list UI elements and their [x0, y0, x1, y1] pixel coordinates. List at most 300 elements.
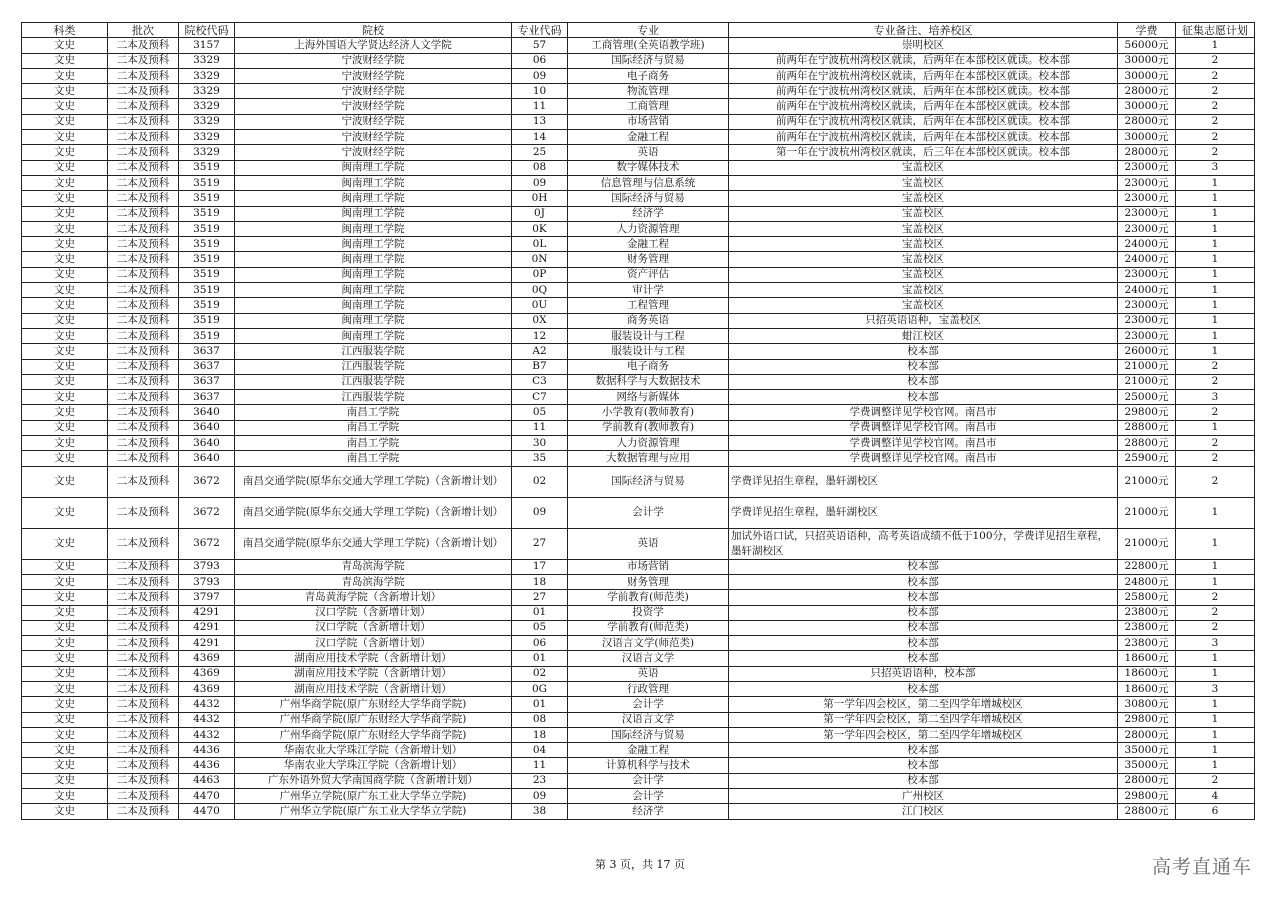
cell-tuition: 23000元: [1118, 328, 1176, 343]
cell-category: 文史: [22, 789, 108, 804]
cell-plan: 2: [1176, 620, 1255, 635]
cell-school-code: 3519: [179, 221, 235, 236]
cell-major: 行政管理: [568, 681, 729, 696]
cell-plan: 1: [1176, 758, 1255, 773]
table-row: [22, 574, 1255, 589]
cell-tuition: 30000元: [1118, 99, 1176, 114]
cell-tuition: 21000元: [1118, 466, 1176, 497]
cell-category: 文史: [22, 114, 108, 129]
table-row: [22, 191, 1255, 206]
cell-batch: 二本及预科: [108, 681, 179, 696]
table-row: [22, 436, 1255, 451]
cell-major-code: 11: [512, 99, 568, 114]
table-row: [22, 636, 1255, 651]
cell-major: 审计学: [568, 283, 729, 298]
cell-major: 人力资源管理: [568, 436, 729, 451]
cell-school-code: 3157: [179, 38, 235, 53]
cell-major-code: 38: [512, 804, 568, 819]
cell-plan: 2: [1176, 436, 1255, 451]
cell-major-code: 12: [512, 328, 568, 343]
cell-school-code: 4291: [179, 620, 235, 635]
cell-plan: 2: [1176, 53, 1255, 68]
cell-batch: 二本及预科: [108, 298, 179, 313]
cell-school: 广东外语外贸大学南国商学院（含新增计划）: [235, 773, 512, 788]
cell-major: 工商管理(全英语教学班): [568, 38, 729, 53]
cell-school-code: 3329: [179, 114, 235, 129]
cell-batch: 二本及预科: [108, 758, 179, 773]
cell-school-code: 3637: [179, 359, 235, 374]
cell-plan: 1: [1176, 328, 1255, 343]
cell-school: 闽南理工学院: [235, 175, 512, 190]
cell-school: 江西服装学院: [235, 359, 512, 374]
cell-plan: 1: [1176, 267, 1255, 282]
cell-major: 英语: [568, 145, 729, 160]
cell-school: 闽南理工学院: [235, 313, 512, 328]
table-row: [22, 559, 1255, 574]
cell-notes: 广州校区: [729, 789, 1118, 804]
cell-tuition: 25000元: [1118, 390, 1176, 405]
cell-major-code: 09: [512, 68, 568, 83]
cell-tuition: 23800元: [1118, 620, 1176, 635]
cell-major: 金融工程: [568, 743, 729, 758]
cell-tuition: 23000元: [1118, 160, 1176, 175]
cell-school: 南昌工学院: [235, 420, 512, 435]
table-row: [22, 252, 1255, 267]
cell-major: 财务管理: [568, 574, 729, 589]
cell-school: 广州华商学院(原广东财经大学华商学院): [235, 697, 512, 712]
table-row: [22, 84, 1255, 99]
cell-school-code: 4432: [179, 712, 235, 727]
cell-category: 文史: [22, 590, 108, 605]
cell-plan: 1: [1176, 651, 1255, 666]
table-row: [22, 451, 1255, 466]
header-major: 专业: [568, 23, 729, 38]
cell-tuition: 56000元: [1118, 38, 1176, 53]
cell-major: 英语: [568, 528, 729, 559]
cell-tuition: 21000元: [1118, 497, 1176, 528]
cell-school: 南昌工学院: [235, 436, 512, 451]
cell-batch: 二本及预科: [108, 175, 179, 190]
cell-tuition: 25900元: [1118, 451, 1176, 466]
cell-batch: 二本及预科: [108, 252, 179, 267]
cell-major: 工程管理: [568, 298, 729, 313]
table-row: [22, 38, 1255, 53]
cell-school: 闽南理工学院: [235, 252, 512, 267]
cell-tuition: 30000元: [1118, 130, 1176, 145]
cell-major: 大数据管理与应用: [568, 451, 729, 466]
cell-notes: 前两年在宁波杭州湾校区就读，后两年在本部校区就读。校本部: [729, 114, 1118, 129]
cell-plan: 1: [1176, 743, 1255, 758]
cell-category: 文史: [22, 574, 108, 589]
cell-notes: 第一学年四会校区，第二至四学年增城校区: [729, 697, 1118, 712]
cell-category: 文史: [22, 712, 108, 727]
cell-plan: 3: [1176, 636, 1255, 651]
cell-plan: 2: [1176, 405, 1255, 420]
cell-category: 文史: [22, 636, 108, 651]
cell-batch: 二本及预科: [108, 53, 179, 68]
cell-category: 文史: [22, 451, 108, 466]
cell-plan: 1: [1176, 574, 1255, 589]
cell-school-code: 3797: [179, 590, 235, 605]
cell-category: 文史: [22, 53, 108, 68]
cell-school-code: 3329: [179, 145, 235, 160]
cell-school-code: 3329: [179, 68, 235, 83]
table-row: [22, 206, 1255, 221]
cell-category: 文史: [22, 390, 108, 405]
cell-school-code: 3519: [179, 252, 235, 267]
cell-tuition: 21000元: [1118, 359, 1176, 374]
cell-major-code: 23: [512, 773, 568, 788]
cell-major-code: 30: [512, 436, 568, 451]
cell-major-code: 27: [512, 590, 568, 605]
cell-school-code: 3519: [179, 237, 235, 252]
cell-major-code: 13: [512, 114, 568, 129]
cell-major-code: 01: [512, 651, 568, 666]
cell-major-code: 18: [512, 574, 568, 589]
cell-notes: 校本部: [729, 636, 1118, 651]
cell-major: 电子商务: [568, 68, 729, 83]
table-row: [22, 681, 1255, 696]
cell-school: 汉口学院（含新增计划）: [235, 605, 512, 620]
table-row: [22, 420, 1255, 435]
table-row: [22, 758, 1255, 773]
cell-major: 英语: [568, 666, 729, 681]
cell-batch: 二本及预科: [108, 666, 179, 681]
cell-notes: 第一年在宁波杭州湾校区就读，后三年在本部校区就读。校本部: [729, 145, 1118, 160]
cell-plan: 1: [1176, 237, 1255, 252]
cell-major: 数字媒体技术: [568, 160, 729, 175]
cell-tuition: 23000元: [1118, 175, 1176, 190]
cell-batch: 二本及预科: [108, 38, 179, 53]
cell-category: 文史: [22, 99, 108, 114]
cell-major-code: 0U: [512, 298, 568, 313]
cell-plan: 3: [1176, 390, 1255, 405]
table-row: [22, 283, 1255, 298]
cell-category: 文史: [22, 328, 108, 343]
cell-major-code: 05: [512, 405, 568, 420]
cell-tuition: 18600元: [1118, 651, 1176, 666]
table-row: [22, 130, 1255, 145]
cell-batch: 二本及预科: [108, 221, 179, 236]
cell-plan: 1: [1176, 175, 1255, 190]
cell-school-code: 3329: [179, 53, 235, 68]
cell-major-code: 09: [512, 497, 568, 528]
cell-batch: 二本及预科: [108, 160, 179, 175]
header-tuition: 学费: [1118, 23, 1176, 38]
cell-school-code: 4369: [179, 651, 235, 666]
cell-notes: 前两年在宁波杭州湾校区就读，后两年在本部校区就读。校本部: [729, 84, 1118, 99]
cell-batch: 二本及预科: [108, 451, 179, 466]
cell-major-code: 05: [512, 620, 568, 635]
cell-major: 小学教育(教师教育): [568, 405, 729, 420]
cell-school-code: 3519: [179, 313, 235, 328]
cell-category: 文史: [22, 405, 108, 420]
cell-plan: 2: [1176, 374, 1255, 389]
cell-tuition: 35000元: [1118, 743, 1176, 758]
cell-major: 国际经济与贸易: [568, 727, 729, 742]
cell-school: 青岛滨海学院: [235, 559, 512, 574]
cell-plan: 2: [1176, 451, 1255, 466]
cell-tuition: 35000元: [1118, 758, 1176, 773]
cell-school: 江西服装学院: [235, 374, 512, 389]
cell-notes: 校本部: [729, 390, 1118, 405]
cell-category: 文史: [22, 804, 108, 819]
cell-category: 文史: [22, 374, 108, 389]
cell-category: 文史: [22, 221, 108, 236]
cell-batch: 二本及预科: [108, 206, 179, 221]
table-row: [22, 298, 1255, 313]
cell-school-code: 3640: [179, 436, 235, 451]
cell-major: 网络与新媒体: [568, 390, 729, 405]
cell-batch: 二本及预科: [108, 267, 179, 282]
cell-category: 文史: [22, 160, 108, 175]
cell-notes: 第一学年四会校区，第二至四学年增城校区: [729, 727, 1118, 742]
cell-batch: 二本及预科: [108, 789, 179, 804]
cell-notes: 前两年在宁波杭州湾校区就读，后两年在本部校区就读。校本部: [729, 68, 1118, 83]
cell-major: 学前教育(教师教育): [568, 420, 729, 435]
cell-school: 江西服装学院: [235, 390, 512, 405]
cell-plan: 1: [1176, 697, 1255, 712]
cell-plan: 2: [1176, 773, 1255, 788]
table-row: [22, 789, 1255, 804]
cell-notes: 只招英语语种，校本部: [729, 666, 1118, 681]
cell-plan: 2: [1176, 114, 1255, 129]
cell-major-code: 17: [512, 559, 568, 574]
cell-batch: 二本及预科: [108, 237, 179, 252]
cell-school-code: 3793: [179, 559, 235, 574]
cell-category: 文史: [22, 84, 108, 99]
cell-school: 青岛黄海学院（含新增计划）: [235, 590, 512, 605]
cell-tuition: 30000元: [1118, 68, 1176, 83]
table-row: [22, 221, 1255, 236]
table-row: [22, 313, 1255, 328]
cell-tuition: 24800元: [1118, 574, 1176, 589]
cell-major-code: 04: [512, 743, 568, 758]
table-row: [22, 99, 1255, 114]
cell-major: 财务管理: [568, 252, 729, 267]
cell-tuition: 24000元: [1118, 237, 1176, 252]
cell-major: 商务英语: [568, 313, 729, 328]
cell-batch: 二本及预科: [108, 283, 179, 298]
cell-school: 湖南应用技术学院（含新增计划）: [235, 681, 512, 696]
table-row: [22, 328, 1255, 343]
cell-batch: 二本及预科: [108, 727, 179, 742]
cell-school-code: 3519: [179, 160, 235, 175]
table-row: [22, 712, 1255, 727]
cell-plan: 3: [1176, 160, 1255, 175]
cell-major-code: 11: [512, 420, 568, 435]
header-plan: 征集志愿计划: [1176, 23, 1255, 38]
cell-notes: 前两年在宁波杭州湾校区就读，后两年在本部校区就读。校本部: [729, 130, 1118, 145]
cell-major: 学前教育(师范类): [568, 620, 729, 635]
cell-major: 电子商务: [568, 359, 729, 374]
cell-batch: 二本及预科: [108, 712, 179, 727]
cell-notes: 校本部: [729, 743, 1118, 758]
cell-school: 广州华商学院(原广东财经大学华商学院): [235, 712, 512, 727]
cell-school: 华南农业大学珠江学院（含新增计划）: [235, 743, 512, 758]
cell-school: 华南农业大学珠江学院（含新增计划）: [235, 758, 512, 773]
cell-category: 文史: [22, 605, 108, 620]
cell-tuition: 23000元: [1118, 313, 1176, 328]
cell-notes: 学费详见招生章程，墨轩湖校区: [729, 466, 1118, 497]
cell-school: 广州华立学院(原广东工业大学华立学院): [235, 804, 512, 819]
cell-batch: 二本及预科: [108, 651, 179, 666]
cell-category: 文史: [22, 206, 108, 221]
cell-category: 文史: [22, 620, 108, 635]
cell-major-code: 0J: [512, 206, 568, 221]
cell-notes: 宝盖校区: [729, 160, 1118, 175]
cell-school-code: 4369: [179, 666, 235, 681]
cell-batch: 二本及预科: [108, 390, 179, 405]
cell-school-code: 4432: [179, 727, 235, 742]
cell-plan: 2: [1176, 84, 1255, 99]
cell-major-code: 0G: [512, 681, 568, 696]
cell-major: 数据科学与大数据技术: [568, 374, 729, 389]
cell-tuition: 21000元: [1118, 374, 1176, 389]
cell-school: 宁波财经学院: [235, 53, 512, 68]
cell-school: 江西服装学院: [235, 344, 512, 359]
cell-major-code: 0K: [512, 221, 568, 236]
cell-notes: 宝盖校区: [729, 283, 1118, 298]
cell-major-code: 09: [512, 175, 568, 190]
cell-plan: 1: [1176, 727, 1255, 742]
cell-school-code: 4291: [179, 605, 235, 620]
cell-major: 金融工程: [568, 237, 729, 252]
cell-plan: 1: [1176, 344, 1255, 359]
table-row: [22, 267, 1255, 282]
cell-tuition: 23000元: [1118, 206, 1176, 221]
cell-notes: 宝盖校区: [729, 237, 1118, 252]
cell-school: 闽南理工学院: [235, 298, 512, 313]
cell-category: 文史: [22, 559, 108, 574]
cell-tuition: 24000元: [1118, 283, 1176, 298]
cell-major-code: 11: [512, 758, 568, 773]
cell-batch: 二本及预科: [108, 99, 179, 114]
cell-tuition: 30800元: [1118, 697, 1176, 712]
cell-notes: 校本部: [729, 574, 1118, 589]
cell-tuition: 23800元: [1118, 605, 1176, 620]
cell-school-code: 3640: [179, 405, 235, 420]
table-row: [22, 114, 1255, 129]
cell-notes: 江门校区: [729, 804, 1118, 819]
cell-plan: 1: [1176, 298, 1255, 313]
cell-category: 文史: [22, 758, 108, 773]
cell-plan: 2: [1176, 590, 1255, 605]
cell-tuition: 28800元: [1118, 420, 1176, 435]
cell-school: 宁波财经学院: [235, 84, 512, 99]
cell-category: 文史: [22, 420, 108, 435]
cell-school: 闽南理工学院: [235, 206, 512, 221]
cell-school: 汉口学院（含新增计划）: [235, 636, 512, 651]
cell-batch: 二本及预科: [108, 114, 179, 129]
cell-batch: 二本及预科: [108, 528, 179, 559]
table-row: [22, 804, 1255, 819]
cell-category: 文史: [22, 191, 108, 206]
cell-school: 汉口学院（含新增计划）: [235, 620, 512, 635]
cell-tuition: 18600元: [1118, 666, 1176, 681]
cell-notes: 校本部: [729, 590, 1118, 605]
cell-notes: 崇明校区: [729, 38, 1118, 53]
cell-school: 上海外国语大学贤达经济人文学院: [235, 38, 512, 53]
cell-major: 会计学: [568, 497, 729, 528]
header-school: 院校: [235, 23, 512, 38]
watermark-text: 高考直通车: [1151, 856, 1252, 878]
cell-notes: 学费调整详见学校官网。南昌市: [729, 451, 1118, 466]
cell-school-code: 3519: [179, 175, 235, 190]
cell-tuition: 23000元: [1118, 298, 1176, 313]
cell-major: 物流管理: [568, 84, 729, 99]
cell-school: 宁波财经学院: [235, 99, 512, 114]
cell-notes: 宝盖校区: [729, 267, 1118, 282]
cell-notes: 校本部: [729, 605, 1118, 620]
cell-category: 文史: [22, 175, 108, 190]
cell-school: 南昌交通学院(原华东交通大学理工学院)（含新增计划）: [235, 497, 512, 528]
cell-batch: 二本及预科: [108, 436, 179, 451]
cell-category: 文史: [22, 651, 108, 666]
cell-plan: 2: [1176, 466, 1255, 497]
cell-school: 宁波财经学院: [235, 114, 512, 129]
cell-school-code: 3329: [179, 130, 235, 145]
cell-school-code: 3519: [179, 267, 235, 282]
cell-plan: 1: [1176, 420, 1255, 435]
cell-batch: 二本及预科: [108, 466, 179, 497]
table-row: [22, 727, 1255, 742]
table-row: [22, 405, 1255, 420]
cell-tuition: 28800元: [1118, 804, 1176, 819]
cell-notes: 前两年在宁波杭州湾校区就读，后两年在本部校区就读。校本部: [729, 53, 1118, 68]
cell-batch: 二本及预科: [108, 405, 179, 420]
table-row: [22, 466, 1255, 497]
table-row: [22, 374, 1255, 389]
table-row: [22, 666, 1255, 681]
cell-tuition: 18600元: [1118, 681, 1176, 696]
cell-school-code: 3637: [179, 374, 235, 389]
cell-notes: 宝盖校区: [729, 206, 1118, 221]
cell-school: 广州华立学院(原广东工业大学华立学院): [235, 789, 512, 804]
cell-major: 资产评估: [568, 267, 729, 282]
cell-notes: 校本部: [729, 758, 1118, 773]
cell-school-code: 3519: [179, 328, 235, 343]
cell-notes: 学费调整详见学校官网。南昌市: [729, 436, 1118, 451]
cell-major-code: 09: [512, 789, 568, 804]
cell-category: 文史: [22, 773, 108, 788]
header-category: 科类: [22, 23, 108, 38]
cell-tuition: 28000元: [1118, 773, 1176, 788]
header-major-code: 专业代码: [512, 23, 568, 38]
cell-school-code: 3672: [179, 466, 235, 497]
cell-school: 闽南理工学院: [235, 237, 512, 252]
cell-school-code: 4463: [179, 773, 235, 788]
cell-plan: 1: [1176, 528, 1255, 559]
cell-school-code: 3672: [179, 497, 235, 528]
cell-notes: 前两年在宁波杭州湾校区就读，后两年在本部校区就读。校本部: [729, 99, 1118, 114]
cell-school-code: 3793: [179, 574, 235, 589]
cell-tuition: 26000元: [1118, 344, 1176, 359]
cell-plan: 1: [1176, 712, 1255, 727]
cell-major-code: 08: [512, 160, 568, 175]
cell-school: 宁波财经学院: [235, 68, 512, 83]
cell-major-code: 0P: [512, 267, 568, 282]
cell-plan: 2: [1176, 359, 1255, 374]
cell-category: 文史: [22, 466, 108, 497]
cell-notes: 只招英语语种，宝盖校区: [729, 313, 1118, 328]
cell-batch: 二本及预科: [108, 559, 179, 574]
cell-school-code: 3329: [179, 84, 235, 99]
cell-major: 国际经济与贸易: [568, 191, 729, 206]
cell-batch: 二本及预科: [108, 145, 179, 160]
cell-school-code: 4436: [179, 743, 235, 758]
cell-plan: 2: [1176, 145, 1255, 160]
